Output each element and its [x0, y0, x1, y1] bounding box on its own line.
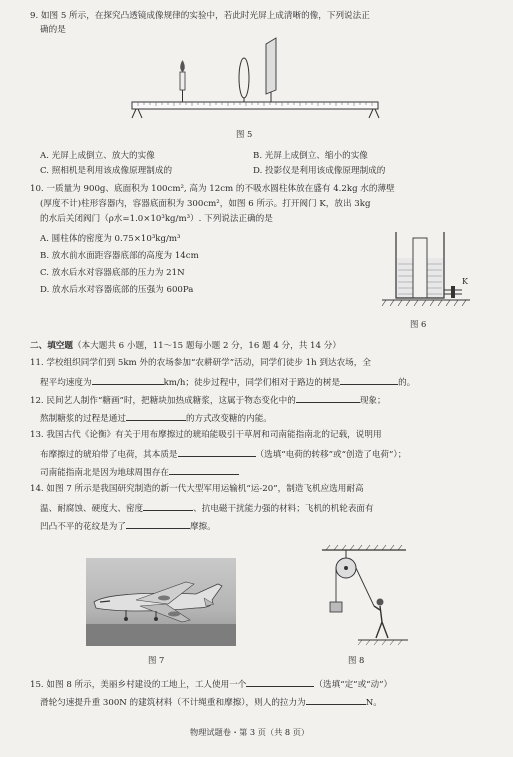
q14-text-a: 温、耐腐蚀、硬度大、密度	[40, 504, 144, 514]
figure-8-pulley	[318, 544, 410, 646]
figure-7-aircraft-photo	[86, 558, 236, 646]
q10-option-b: B. 放水前水面距容器底部的高度为 14cm	[40, 251, 199, 261]
q14-text-c: 凹凸不平的花纹是为了	[40, 522, 126, 532]
q15-text-c: 滑轮匀速提升重 300N 的建筑材料（不计绳重和摩擦），则人的拉力为	[40, 698, 306, 708]
q15-line1	[30, 677, 392, 691]
q9-line2: 确的是	[40, 25, 66, 35]
q9-option-c: C. 照相机是利用该成像原理制成的	[40, 166, 173, 176]
q12-text-c: 熬制糖浆的过程是通过	[40, 414, 126, 424]
q15-blank-pulley-type[interactable]	[246, 677, 314, 687]
q11-line2	[40, 375, 415, 389]
q13-text-a: 布摩擦过的琥珀带了电荷，其本质是	[40, 450, 178, 460]
figure-6-container	[380, 228, 476, 310]
q9-option-b: B. 光屏上成倒立、缩小的实像	[253, 151, 368, 161]
q14-line3	[40, 519, 216, 533]
q10-line1: 10. 一质量为 900g、底面积为 100cm², 高为 12cm 的不吸水圆柱体放在盛有 4.2kg 水的薄壁	[30, 184, 395, 194]
q12-text-b: 现象；	[359, 396, 386, 406]
q11-blank-speed[interactable]	[92, 375, 164, 385]
figure-7-caption: 图 7	[148, 655, 165, 665]
q10-line3: 的水后关闭阀门（ρ水=1.0×10³kg/m³）. 下列说法正确的是	[40, 214, 273, 224]
q12-blank-phase-change[interactable]	[296, 393, 360, 403]
q9-option-a: A. 光屏上成倒立、放大的实像	[40, 151, 155, 161]
q10-option-c: C. 放水后水对容器底部的压力为 21N	[40, 268, 185, 278]
q15-line2	[40, 695, 382, 709]
section-2-heading: 二、填空题	[30, 341, 73, 351]
figure-5-caption: 图 5	[236, 129, 253, 139]
q13-line2	[40, 447, 406, 461]
q9-option-d: D. 投影仪是利用该成像原理制成的	[253, 166, 386, 176]
q12-line2	[40, 411, 272, 425]
valve-k-label: K	[462, 277, 468, 286]
q10-option-a: A. 圆柱体的密度为 0.75×10³kg/m³	[40, 234, 181, 244]
page-footer: 物理试题卷・第 3 页（共 8 页）	[190, 727, 310, 737]
q11-line1: 11. 学校组织同学们到 5km 外的农场参加“农耕研学”活动，同学们徒步 1h 到达农场，全	[30, 358, 371, 368]
q15-text-d: N。	[365, 698, 382, 708]
figure-8-caption: 图 8	[348, 655, 365, 665]
q13-line1: 13. 我国古代《论衡》有关于用布摩擦过的琥珀能吸引干草屑和司南能指南北的记载，说明用	[30, 430, 382, 440]
figure-6-caption: 图 6	[410, 319, 427, 329]
q14-blank-friction[interactable]	[126, 519, 190, 529]
q12-line1	[30, 393, 386, 407]
q12-blank-method[interactable]	[126, 411, 186, 421]
figure-5-optical-bench	[128, 32, 383, 124]
q14-line2	[40, 501, 374, 515]
q14-blank-density[interactable]	[143, 501, 193, 511]
q9-line1: 9. 如图 5 所示，在探究凸透镜成像规律的实验中，若此时光屏上成清晰的像，下列说法正	[30, 11, 370, 21]
q12-text-a: 12. 民间艺人制作“糖画”时，把糖块加热成糖浆，这属于物态变化中的	[30, 396, 296, 406]
section-2-heading-line	[30, 340, 341, 352]
q11-text-c: 的。	[398, 378, 416, 388]
q12-text-d: 的方式改变糖的内能。	[185, 414, 272, 424]
q15-text-a: 15. 如图 8 所示，美丽乡村建设的工地上，工人使用一个	[30, 680, 247, 690]
q13-line3	[40, 465, 239, 479]
q14-line1: 14. 如图 7 所示是我国研究制造的新一代大型军用运输机“运-20”，制造飞机应选用耐高	[30, 484, 364, 494]
q11-text-b: km/h；徒步过程中，同学们相对于路边的树是	[163, 378, 341, 388]
q13-blank-field[interactable]	[169, 465, 239, 475]
q15-text-b: （选填“定”或“动”）	[314, 680, 393, 690]
q11-text-a: 程平均速度为	[40, 378, 92, 388]
q13-blank-essence[interactable]	[178, 447, 256, 457]
q11-blank-motion[interactable]	[340, 375, 398, 385]
q10-option-d: D. 放水后水对容器底部的压强为 600Pa	[40, 285, 194, 295]
q15-blank-force[interactable]	[306, 695, 366, 705]
section-2-description: （本大题共 6 小题，11～15 题每小题 2 分，16 题 4 分，共 14 分）	[72, 341, 341, 351]
q13-text-c: 司南能指南北是因为地球周围存在	[40, 468, 169, 478]
q13-text-b: （选填“电荷的转移”或“创造了电荷”）；	[255, 450, 407, 460]
q14-text-d: 摩擦。	[189, 522, 216, 532]
q10-line2: (厚度不计)柱形容器内，容器底面积为 300cm²，如图 6 所示。打开阀门 K，放出 3kg	[40, 199, 371, 209]
q14-text-b: 、抗电磁干扰能力强的材料；飞机的机轮表面有	[193, 504, 374, 514]
